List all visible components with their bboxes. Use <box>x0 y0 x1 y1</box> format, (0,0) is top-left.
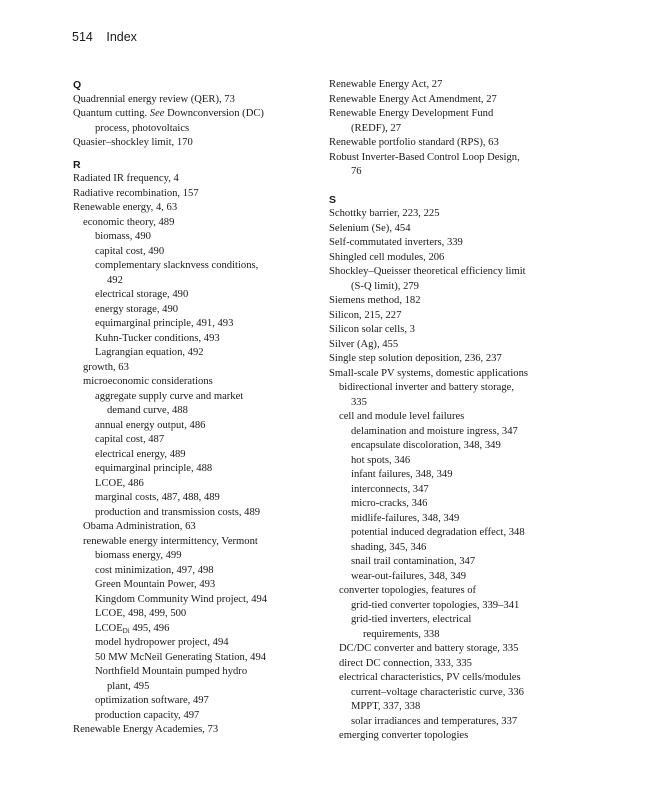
index-subsubentry: Northfield Mountain pumped hydro plant, 495 <box>95 666 248 692</box>
index-entry: Siemens method, 182 <box>329 295 421 306</box>
index-subsubentry: shading, 345, 346 <box>351 541 427 553</box>
index-subsubentry: optimization software, 497 <box>95 695 209 706</box>
index-subsubentry: wear-out-failures, 348, 349 <box>351 570 467 582</box>
index-entry: Renewable energy, 4, 63 <box>73 202 178 213</box>
index-subsubentry: micro-cracks, 346 <box>351 498 428 509</box>
index-subsubentry: equimarginal principle, 488 <box>95 463 213 474</box>
index-subsubentry: $LCOE_{Di}$ 495, 496 <box>95 622 170 635</box>
index-subsubentry: electrical energy, 489 <box>95 448 186 460</box>
index-subsubentry: 50 MW McNeil Generating Station, 494 <box>95 651 267 663</box>
index-subsubentry: cost minimization, 497, 498 <box>95 564 214 576</box>
index-entry: Selenium (Se), 454 <box>329 222 411 234</box>
index-subsubentry: interconnects, 347 <box>351 483 429 495</box>
left-column <box>73 78 313 738</box>
index-entry: Silicon, 215, 227 <box>329 309 402 321</box>
index-entry: Radiated IR frequency, 4 <box>73 173 179 184</box>
index-subsubentry: energy storage, 490 <box>95 303 179 315</box>
index-subsubentry: LCOE, 498, 499, 500 <box>95 608 187 619</box>
section-heading-q: Q <box>73 79 82 91</box>
index-subsubentry: production and transmission costs, 489 <box>95 506 261 518</box>
index-subsubentry: grid-tied converter topologies, 339–341 <box>351 599 520 611</box>
index-entry: Robust Inverter-Based Control Loop Design, 76 <box>329 151 520 177</box>
index-subsubentry: delamination and moisture ingress, 347 <box>351 425 518 437</box>
index-entry: Small-scale PV systems, domestic applications <box>329 367 528 379</box>
index-subentry: bidirectional inverter and battery storage, 335 <box>339 382 515 408</box>
index-subentry: renewable energy intermittency, Vermont <box>83 535 258 547</box>
page-number: 514 <box>72 30 93 44</box>
index-subsubentry: current–voltage characteristic curve, 336 <box>351 686 524 698</box>
index-subsubentry: production capacity, 497 <box>95 709 200 721</box>
section-heading-s: S <box>329 193 337 206</box>
index-subsubentry: grid-tied inverters, electrical requirements, 338 <box>351 614 472 640</box>
index-subentry: microeconomic considerations <box>83 376 213 387</box>
index-entry: Renewable Energy Development Fund (REDF), 27 <box>329 108 494 134</box>
index-entry: Renewable portfolio standard (RPS), 63 <box>329 137 499 148</box>
index-entry: Shingled cell modules, 206 <box>329 251 445 263</box>
index-subsubentry: biomass energy, 499 <box>95 550 182 561</box>
index-subsubentry: equimarginal principle, 491, 493 <box>95 318 234 329</box>
index-subsubentry: annual energy output, 486 <box>95 419 206 431</box>
index-subentry: cell and module level failures <box>339 411 465 422</box>
index-subsubentry: capital cost, 487 <box>95 434 165 445</box>
index-subsubentry: biomass, 490 <box>95 231 151 242</box>
page-header <box>72 30 137 44</box>
index-entry: Single step solution deposition, 236, 237 <box>329 353 502 364</box>
running-title: Index <box>106 30 137 44</box>
index-subsubentry: hot spots, 346 <box>351 454 411 466</box>
index-subsubentry: complementary slacknvess conditions, 492 <box>95 260 259 286</box>
index-subsubentry: infant failures, 348, 349 <box>351 469 453 480</box>
index-entry: Shockley–Queisser theoretical efficiency limit (S-Q limit), 279 <box>329 266 526 292</box>
index-entry: Silver (Ag), 455 <box>329 338 399 350</box>
index-subsubentry: aggregate supply curve and market demand curve, 488 <box>95 390 244 416</box>
index-subsubentry: LCOE, 486 <box>95 477 144 489</box>
index-subsubentry: electrical storage, 490 <box>95 289 189 300</box>
section-heading-r: R <box>73 158 81 171</box>
index-entry: Silicon solar cells, 3 <box>329 324 415 335</box>
see-reference: See <box>149 108 165 119</box>
index-subsubentry: potential induced degradation effect, 348 <box>351 527 525 538</box>
index-subsubentry: capital cost, 490 <box>95 245 165 257</box>
index-entry: Renewable Energy Academies, 73 <box>73 724 219 735</box>
index-subentry: DC/DC converter and battery storage, 335 <box>339 643 519 654</box>
index-subentry: direct DC connection, 333, 335 <box>339 657 472 669</box>
index-entry: Schottky barrier, 223, 225 <box>329 208 440 219</box>
index-subsubentry: Kingdom Community Wind project, 494 <box>95 593 268 605</box>
index-subsubentry: Green Mountain Power, 493 <box>95 579 216 590</box>
index-subentry: converter topologies, features of <box>339 585 477 596</box>
index-subentry: emerging converter topologies <box>339 730 469 741</box>
index-entry: Quantum cutting. See Downconversion (DC) process, photovoltaics <box>73 108 264 134</box>
right-column <box>329 78 584 744</box>
index-subsubentry: MPPT, 337, 338 <box>351 701 421 712</box>
index-subsubentry: solar irradiances and temperatures, 337 <box>351 715 518 727</box>
index-subsubentry: snail trail contamination, 347 <box>351 556 476 567</box>
index-subsubentry: model hydropower project, 494 <box>95 637 229 648</box>
index-subentry: Obama Administration, 63 <box>83 521 196 532</box>
index-entry: Quasier–shockley limit, 170 <box>73 137 193 148</box>
index-subsubentry: marginal costs, 487, 488, 489 <box>95 492 220 503</box>
index-subentry: electrical characteristics, PV cells/modules <box>339 672 521 683</box>
index-entry: Radiative recombination, 157 <box>73 187 199 199</box>
index-subsubentry: Kuhn-Tucker conditions, 493 <box>95 332 220 344</box>
index-subsubentry: midlife-failures, 348, 349 <box>351 512 460 524</box>
index-entry: Quadrennial energy review (QER), 73 <box>73 93 235 105</box>
index-subsubentry: encapsulate discoloration, 348, 349 <box>351 440 501 451</box>
index-entry: Self-commutated inverters, 339 <box>329 237 463 248</box>
index-entry: Renewable Energy Act Amendment, 27 <box>329 93 497 105</box>
index-subsubentry: Lagrangian equation, 492 <box>95 347 204 358</box>
index-entry: Renewable Energy Act, 27 <box>329 79 443 90</box>
index-subentry: growth, 63 <box>83 361 129 373</box>
index-subentry: economic theory, 489 <box>83 216 175 228</box>
